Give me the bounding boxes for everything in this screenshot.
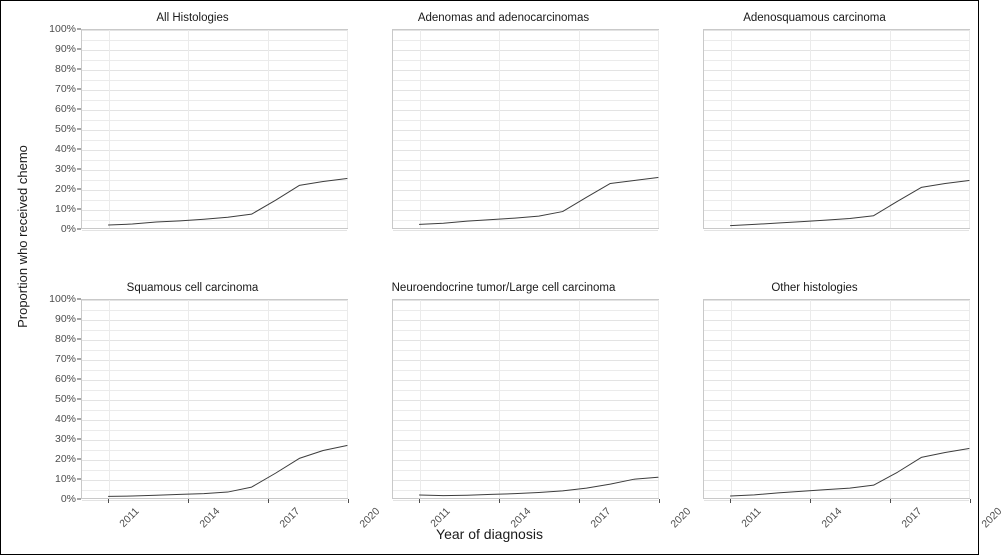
panel-grid: [37, 7, 1004, 531]
y-tick-label: 50%: [54, 393, 76, 405]
y-tick-label: 70%: [54, 83, 76, 95]
x-tick-mark: [810, 499, 811, 503]
x-axis: [81, 229, 348, 277]
y-tick-label: 40%: [54, 413, 76, 425]
plot-wrap: [348, 29, 659, 229]
y-tick-label: 80%: [54, 333, 76, 345]
x-tick-mark: [419, 499, 420, 503]
plot-area: [81, 29, 348, 229]
y-axis: [37, 23, 81, 235]
chart-panel: [659, 277, 1004, 547]
x-tick-mark: [188, 499, 189, 503]
series-line: [82, 30, 347, 228]
x-tick-label: 2017: [588, 505, 614, 531]
x-tick-mark: [579, 499, 580, 503]
y-tick-label: 0%: [60, 223, 76, 235]
x-tick-label: 2014: [197, 505, 223, 531]
x-tick-label: 2020: [979, 505, 1004, 531]
panel-title: Adenomas and adenocarcinomas: [417, 12, 590, 24]
panel-title: Neuroendocrine tumor/Large cell carcinoma: [391, 282, 616, 294]
x-tick-label: 2011: [116, 505, 142, 530]
series-line: [704, 30, 969, 228]
x-tick-mark: [108, 499, 109, 503]
y-axis-label: Proportion who received chemo: [14, 144, 30, 328]
chart-panel: [659, 7, 970, 277]
plot-area: [392, 299, 659, 499]
panel-row-top: [37, 7, 970, 277]
y-tick-label: 30%: [54, 433, 76, 445]
y-tick-label: 10%: [54, 203, 76, 215]
panel-title: All Histologies: [156, 12, 229, 24]
x-tick-label: 2014: [508, 505, 534, 531]
series-line: [393, 300, 658, 498]
gridline-vertical: [969, 300, 970, 498]
plot-area: [703, 299, 970, 499]
chart-panel: [37, 7, 348, 277]
gridline-vertical: [969, 30, 970, 228]
x-axis-spacer: [348, 229, 392, 277]
panel-row-bottom: [37, 277, 1004, 547]
y-tick-label: 90%: [54, 313, 76, 325]
x-axis-spacer: [659, 229, 703, 277]
y-axis: [348, 299, 392, 499]
y-tick-label: 90%: [54, 43, 76, 55]
x-tick-mark: [730, 499, 731, 503]
x-tick-label: 2014: [819, 505, 845, 531]
plot-area: [392, 29, 659, 229]
x-tick-label: 2011: [427, 505, 453, 530]
chart-panel: [348, 7, 659, 277]
y-axis: [659, 29, 703, 229]
y-axis: [37, 293, 81, 505]
plot-wrap: [659, 29, 970, 229]
y-tick-label: 80%: [54, 63, 76, 75]
x-tick-label: 2020: [668, 505, 694, 531]
x-axis-spacer: [37, 229, 81, 277]
series-line: [704, 300, 969, 498]
x-tick-label: 2017: [277, 505, 303, 531]
panel-title: Other histologies: [771, 282, 858, 294]
x-tick-mark: [268, 499, 269, 503]
y-tick-label: 0%: [60, 493, 76, 505]
y-axis: [659, 299, 703, 499]
y-tick-label: 100%: [49, 293, 76, 305]
y-axis: [348, 29, 392, 229]
series-line: [393, 30, 658, 228]
x-axis-label: Year of diagnosis: [436, 526, 543, 542]
x-tick-label: 2020: [357, 505, 383, 531]
x-tick-mark: [970, 499, 971, 503]
y-tick-label: 50%: [54, 123, 76, 135]
plot-area: [81, 299, 348, 499]
y-tick-label: 10%: [54, 473, 76, 485]
x-axis: [392, 229, 659, 277]
x-tick-label: 2017: [899, 505, 925, 531]
y-tick-label: 60%: [54, 103, 76, 115]
y-tick-label: 20%: [54, 183, 76, 195]
plot-area: [703, 29, 970, 229]
x-tick-mark: [499, 499, 500, 503]
x-tick-mark: [890, 499, 891, 503]
plot-wrap: [37, 293, 348, 505]
plot-wrap: [348, 299, 659, 499]
y-tick-label: 60%: [54, 373, 76, 385]
panel-title: Squamous cell carcinoma: [126, 282, 259, 294]
y-tick-label: 30%: [54, 163, 76, 175]
plot-wrap: [659, 299, 970, 499]
y-tick-label: 40%: [54, 143, 76, 155]
panel-title: Adenosquamous carcinoma: [743, 12, 886, 24]
chart-panel: [348, 277, 694, 547]
y-tick-label: 70%: [54, 353, 76, 365]
y-tick-label: 100%: [49, 23, 76, 35]
plot-wrap: [37, 23, 348, 235]
series-line: [82, 300, 347, 498]
chart-panel: [37, 277, 383, 547]
y-tick-label: 20%: [54, 453, 76, 465]
x-axis: [703, 229, 970, 277]
x-tick-label: 2011: [738, 505, 764, 530]
